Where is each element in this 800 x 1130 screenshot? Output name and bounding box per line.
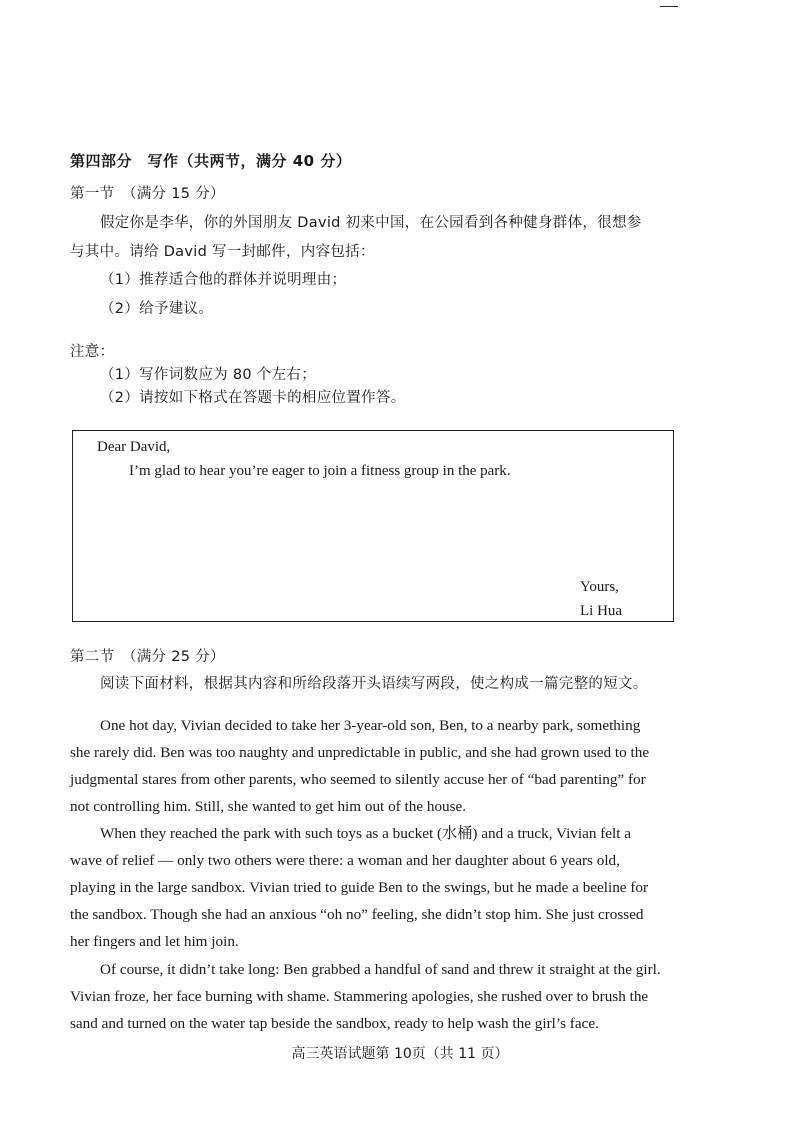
passage-line: Vivian froze, her face burning with shame. Stammering apologies, she rushed over to brush the	[70, 988, 649, 1005]
corner-mark	[660, 6, 678, 7]
passage-line: playing in the large sandbox. Vivian tried to guide Ben to the swings, but he made a beeline for	[70, 879, 649, 896]
passage-line: wave of relief — only two others were there: a woman and her daughter about 6 years old,	[70, 852, 620, 869]
letter-salutation: Dear David,	[97, 439, 171, 455]
section1-prompt-line1: 假定你是李华，你的外国朋友 David 初来中国，在公园看到各种健身群体，很想参	[100, 215, 642, 231]
passage-line: judgmental stares from other parents, who seemed to silently accuse her of “bad parenting” for	[70, 771, 646, 788]
passage-line: sand and turned on the water tap beside the sandbox, ready to help wash the girl’s face.	[70, 1015, 599, 1032]
letter-signature: Li Hua	[580, 603, 623, 619]
part-title: 第四部分 写作（共两节，满分 40 分）	[70, 152, 352, 170]
notes-heading: 注意：	[70, 344, 115, 360]
passage-line: Of course, it didn’t take long: Ben grabbed a handful of sand and threw it straight at the girl.	[100, 961, 661, 978]
passage-line: her fingers and let him join.	[70, 933, 239, 950]
section2-instruction: 阅读下面材料，根据其内容和所给段落开头语续写两段，使之构成一篇完整的短文。	[100, 676, 648, 692]
note2: （2）请按如下格式在答题卡的相应位置作答。	[100, 390, 406, 406]
section1-item1: （1）推荐适合他的群体并说明理由；	[100, 272, 347, 288]
passage-line: When they reached the park with such toys as a bucket (水桶) and a truck, Vivian felt a	[100, 825, 632, 842]
note1: （1）写作词数应为 80 个左右；	[100, 367, 316, 383]
passage-line: One hot day, Vivian decided to take her 3-year-old son, Ben, to a nearby park, something	[100, 717, 641, 734]
passage-line: she rarely did. Ben was too naughty and unpredictable in public, and she had grown used to the	[70, 744, 650, 761]
passage-line: the sandbox. Though she had an anxious “oh no” feeling, she didn’t stop him. She just crossed	[70, 906, 644, 923]
section2-heading: 第二节 （满分 25 分）	[70, 649, 225, 665]
letter-closing: Yours,	[580, 579, 619, 595]
section1-prompt-line2: 与其中。请给 David 写一封邮件，内容包括：	[70, 244, 375, 260]
passage-line: not controlling him. Still, she wanted to get him out of the house.	[70, 798, 467, 815]
section1-item2: （2）给予建议。	[100, 301, 214, 317]
section1-heading: 第一节 （满分 15 分）	[70, 186, 225, 202]
letter-template-box	[72, 430, 674, 622]
page-footer: 高三英语试题第 10页（共 11 页）	[291, 1046, 509, 1062]
letter-opening: I’m glad to hear you’re eager to join a fitness group in the park.	[129, 463, 511, 479]
